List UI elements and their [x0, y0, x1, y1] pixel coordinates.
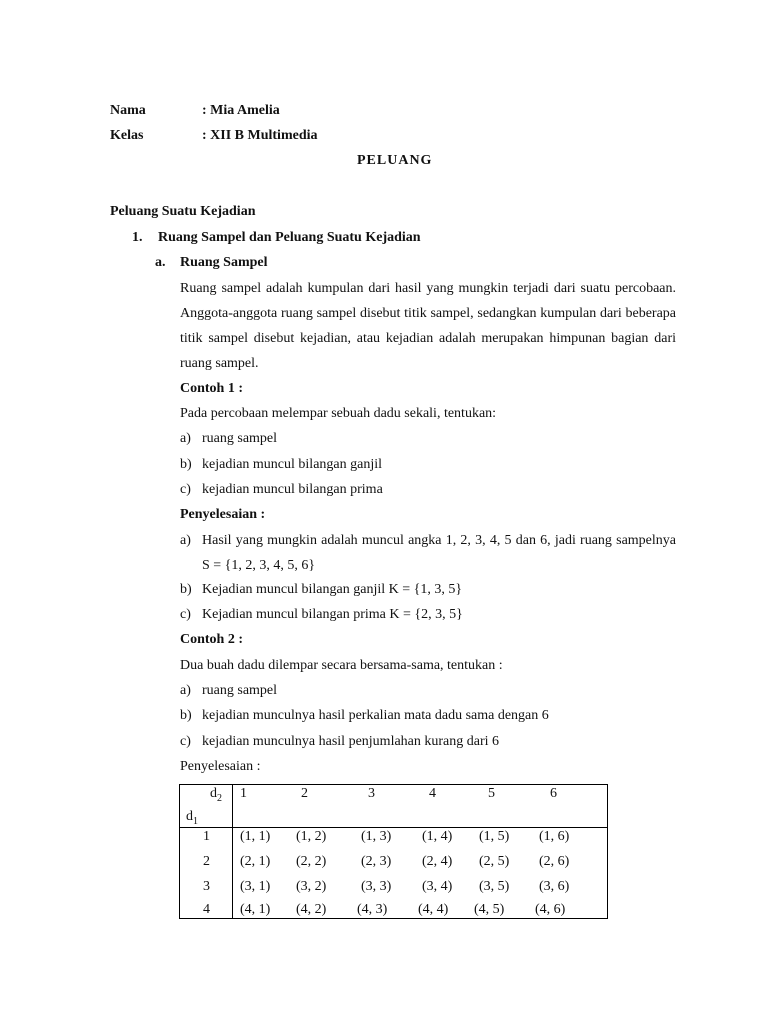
solution-item-label: c)	[180, 607, 191, 622]
table-cell: (2, 4)	[422, 854, 453, 869]
table-cell: (1, 5)	[479, 829, 510, 844]
list-item-label: c)	[180, 482, 191, 497]
table-cell: (4, 5)	[474, 902, 505, 917]
table-cell: (2, 5)	[479, 854, 510, 869]
example1-title: Contoh 1 :	[180, 381, 244, 396]
subsection-title: Ruang Sampel dan Peluang Suatu Kejadian	[158, 230, 421, 245]
class-label: Kelas	[110, 128, 144, 143]
example2-question: Dua buah dadu dilempar secara bersama-sama, tentukan :	[180, 658, 503, 673]
class-value: : XII B Multimedia	[202, 128, 318, 143]
definition-paragraph: Ruang sampel adalah kumpulan dari hasil yang mungkin terjadi dari suatu percobaan. Anggota-anggota ruang sampel disebut titik sampel, sedangkan kumpulan dari beberapa titik sampel disebut kejadian, atau kejadian adalah merupakan himpunan bagian dari ruang sampel.	[180, 281, 676, 371]
list-item-text: kejadian munculnya hasil penjumlahan kurang dari 6	[202, 734, 500, 749]
table-cell: (3, 4)	[422, 879, 453, 894]
column-header: 3	[368, 786, 375, 801]
list-item	[180, 734, 499, 750]
example2-solution-title: Penyelesaian :	[180, 759, 261, 774]
subsubsection-title: Ruang Sampel	[180, 255, 268, 270]
example1-question: Pada percobaan melempar sebuah dadu sekali, tentukan:	[180, 406, 497, 421]
table-cell: (3, 3)	[361, 879, 392, 894]
column-header: 2	[301, 786, 308, 801]
name-label: Nama	[110, 103, 146, 118]
d1-subscript: 1	[193, 815, 198, 827]
subsubsection-number: a.	[155, 255, 166, 270]
list-item-text: kejadian muncul bilangan ganjil	[202, 457, 383, 472]
table-cell: (4, 4)	[418, 902, 449, 917]
list-item-text: ruang sampel	[202, 683, 278, 698]
column-header: 6	[550, 786, 557, 801]
list-item-text: ruang sampel	[202, 431, 278, 446]
table-cell: (1, 2)	[296, 829, 327, 844]
sample-space-table	[179, 784, 608, 919]
list-item-label: a)	[180, 683, 191, 698]
name-value: : Mia Amelia	[202, 103, 280, 118]
subsection-number: 1.	[132, 230, 143, 245]
solution-item-text: Hasil yang mungkin adalah muncul angka 1, 2, 3, 4, 5 dan 6, jadi ruang sampelnya S = {1, 2, 3, 4, 5, 6}	[202, 533, 676, 573]
table-cell: (3, 5)	[479, 879, 510, 894]
column-header: 1	[240, 786, 247, 801]
row-header: 4	[203, 902, 210, 917]
table-cell: (3, 6)	[539, 879, 570, 894]
table-cell: (1, 6)	[539, 829, 570, 844]
section-heading: Peluang Suatu Kejadian	[110, 204, 256, 219]
d2-header	[210, 786, 222, 804]
list-item	[180, 482, 383, 498]
table-cell: (2, 1)	[240, 854, 271, 869]
table-cell: (1, 3)	[361, 829, 392, 844]
list-item-label: a)	[180, 431, 191, 446]
list-item-text: kejadian muncul bilangan prima	[202, 482, 383, 497]
table-cell: (2, 6)	[539, 854, 570, 869]
table-cell: (4, 1)	[240, 902, 271, 917]
table-cell: (3, 2)	[296, 879, 327, 894]
table-cell: (4, 6)	[535, 902, 566, 917]
column-header: 5	[488, 786, 495, 801]
d2-letter: d	[210, 786, 217, 801]
table-cell: (2, 3)	[361, 854, 392, 869]
list-item-text: kejadian munculnya hasil perkalian mata dadu sama dengan 6	[202, 708, 549, 723]
page-title: PELUANG	[357, 153, 433, 168]
list-item-label: c)	[180, 734, 191, 749]
row-header: 2	[203, 854, 210, 869]
column-header: 4	[429, 786, 436, 801]
list-item	[180, 683, 277, 699]
table-cell: (4, 2)	[296, 902, 327, 917]
list-item	[180, 457, 382, 473]
solution-item-label: a)	[180, 533, 191, 548]
d1-letter: d	[186, 809, 193, 824]
table-cell: (1, 4)	[422, 829, 453, 844]
solution-item-label: b)	[180, 582, 192, 597]
list-item	[180, 708, 549, 724]
table-cell: (2, 2)	[296, 854, 327, 869]
table-divider-vertical	[232, 785, 233, 918]
example2-title: Contoh 2 :	[180, 632, 244, 647]
list-item-label: b)	[180, 708, 192, 723]
solution-item-text: Kejadian muncul bilangan prima K = {2, 3, 5}	[202, 607, 463, 622]
row-header: 3	[203, 879, 210, 894]
list-item-label: b)	[180, 457, 192, 472]
table-cell: (3, 1)	[240, 879, 271, 894]
d2-subscript: 2	[217, 792, 222, 804]
solution-item-text: Kejadian muncul bilangan ganjil K = {1, 3, 5}	[202, 582, 463, 597]
d1-header	[186, 809, 198, 827]
solution-item	[180, 528, 676, 578]
solution-item	[180, 607, 463, 623]
table-divider-horizontal	[180, 827, 607, 828]
table-cell: (1, 1)	[240, 829, 271, 844]
list-item	[180, 431, 277, 447]
table-cell: (4, 3)	[357, 902, 388, 917]
example1-solution-title: Penyelesaian :	[180, 507, 266, 522]
solution-item	[180, 582, 462, 598]
row-header: 1	[203, 829, 210, 844]
